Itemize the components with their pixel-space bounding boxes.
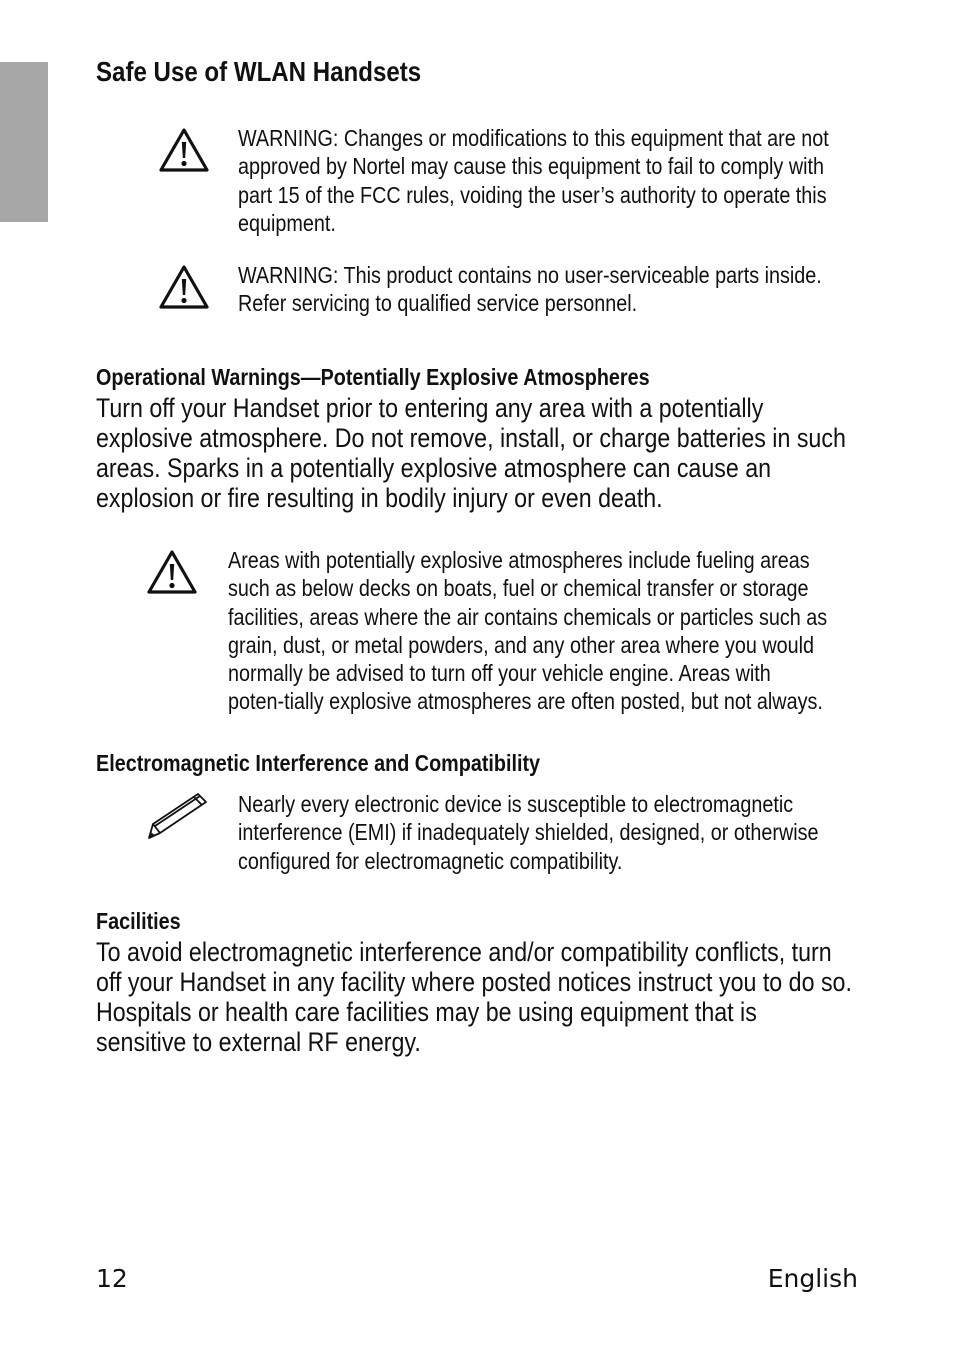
section-heading-facilities: Facilities [96,908,181,934]
page-title: Safe Use of WLAN Handsets [96,56,422,87]
warning-icon [156,261,212,313]
side-tab-marker [0,62,48,222]
info-note-emi [144,790,938,875]
warning-icon [156,124,212,176]
section-heading-emi: Electromagnetic Interference and Compatibility [96,750,541,776]
section-body-facilities: To avoid electromagnetic interference and/or compatibility conflicts, turn off your Handset in any facility where posted notices instruct you to do so. Hospitals or health care facilities may be using equipment that is sensitive to external RF energy. [96,937,852,1057]
note-text: Areas with potentially explosive atmospheres include fueling areas such as below decks on boats, fuel or chemical transfer or storage facilities, areas where the air contains chemicals or particles such as grain, dust, or metal powders, and any other area where you would normally be advised to turn off your vehicle engine. Areas with poten-tially explosive atmospheres are often posted, but not always. [228,547,828,715]
page-number: 12 [96,1264,128,1293]
warning-note-service [156,261,938,318]
warning-text: WARNING: Changes or modifications to this equipment that are not approved by Nortel may cause this equipment to fail to comply with part 15 of the FCC rules, voiding the user’s authority to operate this equipment. [238,125,829,236]
section-heading-explosive: Operational Warnings—Potentially Explosive Atmospheres [96,364,650,390]
warning-text: WARNING: This product contains no user-serviceable parts inside. Refer servicing to qualified service personnel. [238,262,822,317]
warning-note-explosive [144,546,928,716]
footer-language: English [767,1264,858,1293]
section-body-explosive: Turn off your Handset prior to entering any area with a potentially explosive atmosphere. Do not remove, install, or charge batteries in such areas. Sparks in a potentially explosive atmosphere can cause an explosion or fire resulting in bodily injury or even death. [96,393,846,513]
pencil-icon [144,790,210,842]
warning-icon [144,546,200,598]
note-text: Nearly every electronic device is susceptible to electromagnetic interference (EMI) if inadequately shielded, designed, or otherwise configured for electromagnetic compatibility. [238,791,819,874]
warning-note-fcc [156,124,938,237]
